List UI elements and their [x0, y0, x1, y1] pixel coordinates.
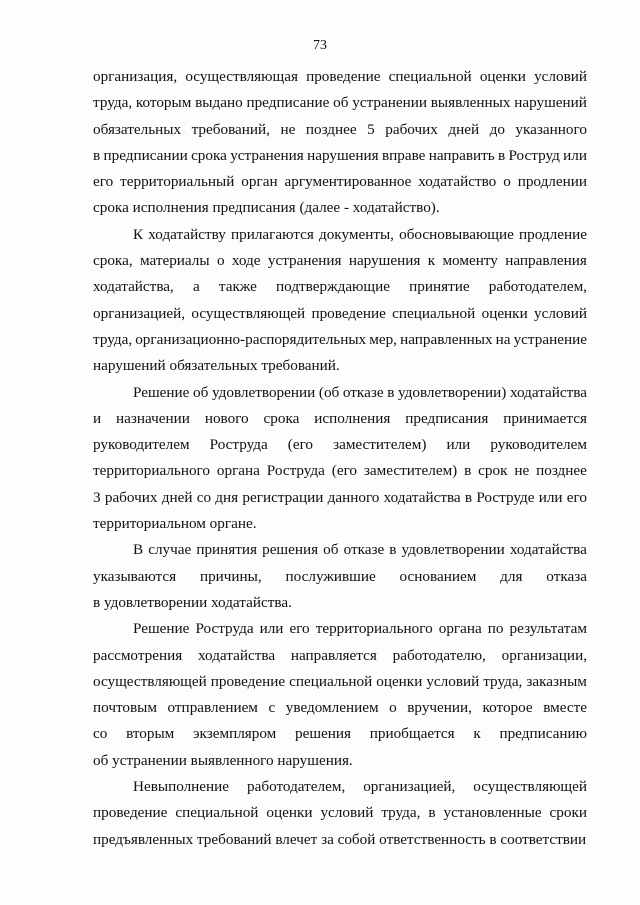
- text-line: организация, осуществляющая проведение специальной оценки условий: [93, 68, 587, 85]
- paragraph: [93, 222, 587, 380]
- text-line: территориальном органе.: [93, 515, 257, 533]
- text-line: осуществляющей проведение специальной оценки условий труда, заказным: [93, 672, 587, 690]
- text-line: территориального органа Роструда (его заместителем) в срок не позднее: [93, 462, 587, 480]
- text-line: труда, организационно-распорядительных мер, направленных на устранение: [93, 330, 587, 348]
- text-line: предъявленных требований влечет за собой ответственность в соответствии: [93, 830, 587, 848]
- text-line: ходатайства, а также подтверждающие принятие работодателем,: [93, 278, 587, 296]
- text-line: в предписании срока устранения нарушения вправе направить в Роструд или: [93, 146, 587, 164]
- text-line: руководителем Роструда (его заместителем) или руководителем: [93, 436, 587, 454]
- paragraph: [93, 537, 587, 616]
- text-line: почтовым отправлением с уведомлением о вручении, которое вместе: [93, 699, 587, 717]
- text-line: указываются причины, послужившие основанием для отказа: [93, 567, 587, 585]
- text-line: нарушений обязательных требований.: [93, 357, 340, 375]
- text-line: и назначении нового срока исполнения предписания принимается: [93, 409, 587, 427]
- text-line: со вторым экземпляром решения приобщается к предписанию: [93, 725, 587, 743]
- text-line: Решение Роструда или его территориального органа по результатам: [133, 620, 587, 638]
- text-line: труда, которым выдано предписание об устранении выявленных нарушений: [93, 94, 587, 112]
- text-line: срока, материалы о ходе устранения нарушения к моменту направления: [93, 252, 587, 270]
- text-line: проведение специальной оценки условий труда, в установленные сроки: [93, 804, 587, 822]
- text-line: 3 рабочих дней со дня регистрации данного ходатайства в Роструде или его: [93, 488, 587, 506]
- text-line: обязательных требований, не позднее 5 рабочих дней до указанного: [93, 120, 587, 138]
- text-line: срока исполнения предписания (далее - ходатайство).: [93, 199, 440, 217]
- text-line: Невыполнение работодателем, организацией, осуществляющей: [133, 778, 587, 796]
- text-line: рассмотрения ходатайства направляется работодателю, организации,: [93, 646, 587, 664]
- text-line: организацией, осуществляющей проведение специальной оценки условий: [93, 304, 587, 322]
- text-line: К ходатайству прилагаются документы, обосновывающие продление: [133, 225, 587, 243]
- text-line: в удовлетворении ходатайства.: [93, 593, 292, 611]
- paragraph: [93, 616, 587, 774]
- page-number: 73: [313, 38, 327, 53]
- document-body: [93, 64, 587, 853]
- paragraph: [93, 380, 587, 538]
- text-line: Решение об удовлетворении (об отказе в удовлетворении) ходатайства: [133, 383, 587, 401]
- text-line: об устранении выявленного нарушения.: [93, 751, 353, 769]
- text-line: В случае принятия решения об отказе в удовлетворении ходатайства: [133, 541, 587, 559]
- text-line: его территориальный орган аргументированное ходатайство о продлении: [93, 173, 587, 191]
- paragraph: [93, 774, 587, 853]
- paragraph: [93, 64, 587, 222]
